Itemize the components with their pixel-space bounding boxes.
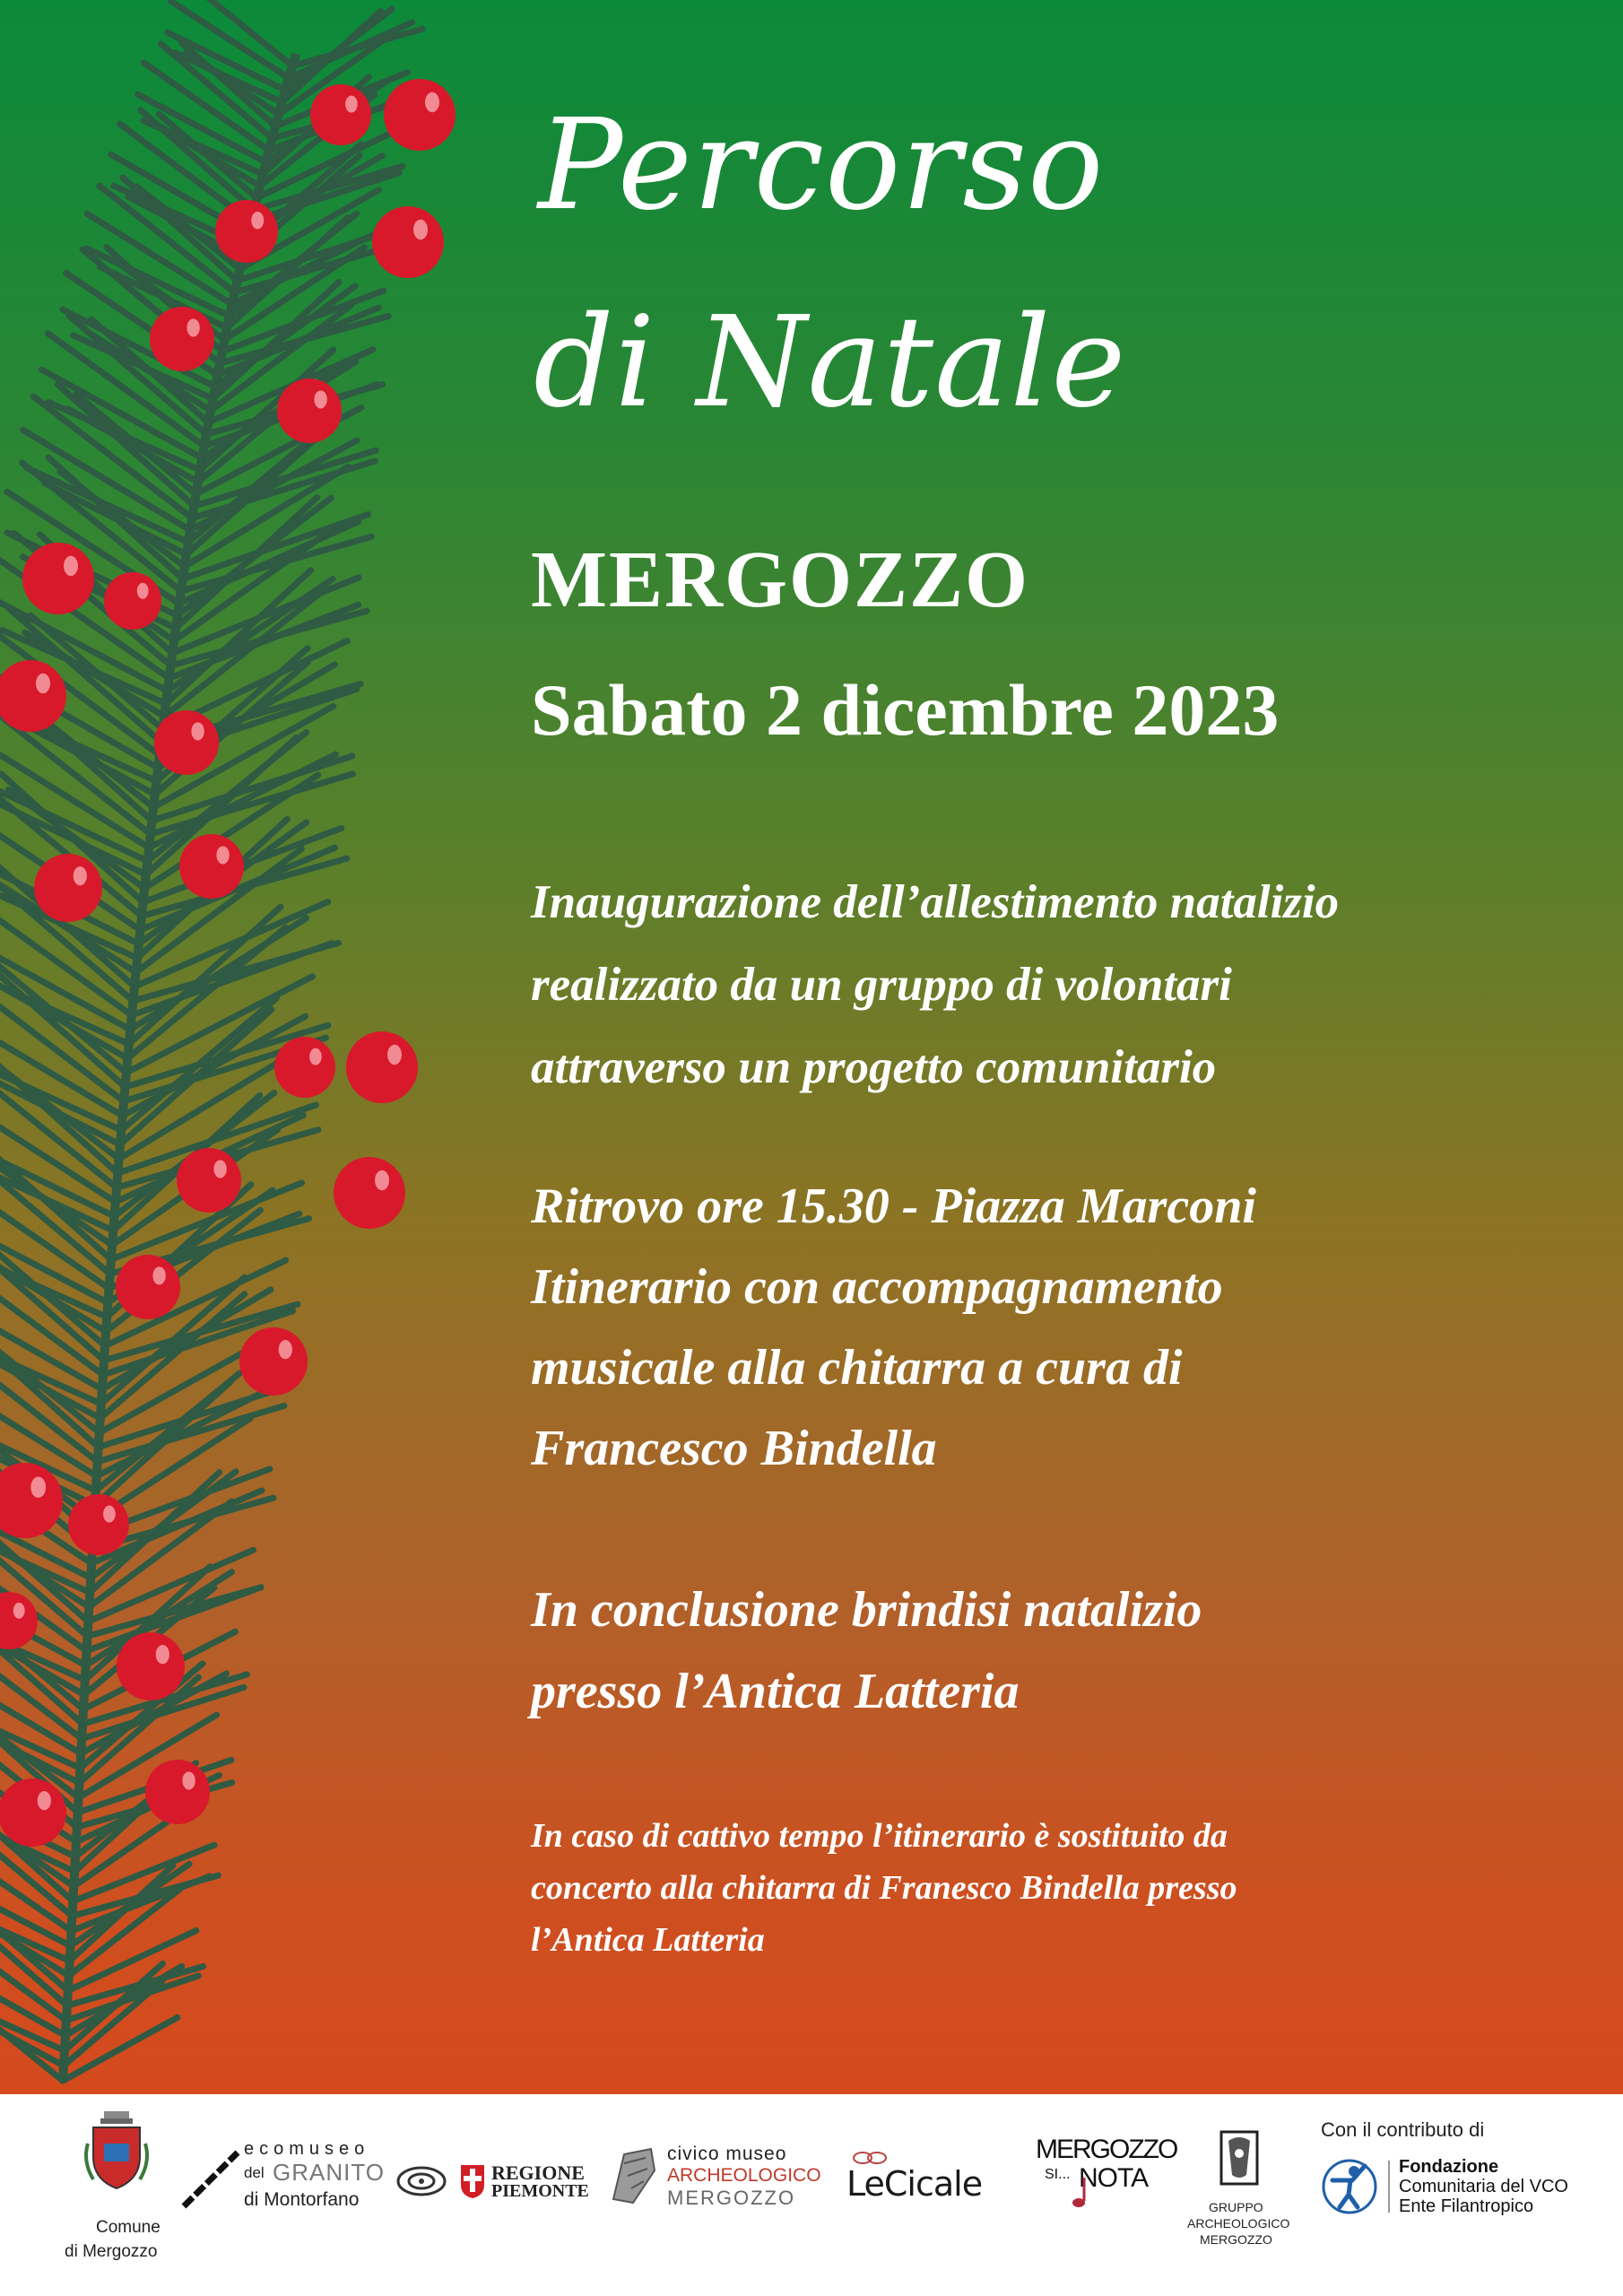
holly-berry [177, 1148, 241, 1213]
holly-berry [239, 1327, 308, 1396]
holly-berry [117, 1632, 185, 1700]
civico-museo-logo [606, 2144, 821, 2215]
berry-highlight [13, 1603, 25, 1619]
arrowhead-icon [606, 2145, 660, 2208]
le-cicale-label: LeCicale [846, 2164, 983, 2204]
mergozzo-nota-2: SI... [1045, 2167, 1071, 2182]
closing-line: presso l’Antica Latteria [531, 1664, 1020, 1719]
holly-berry [277, 378, 342, 443]
closing-paragraph [531, 1570, 1202, 1733]
music-note-icon [1070, 2174, 1091, 2210]
holly-berry [384, 79, 456, 151]
pine-needle [251, 172, 399, 222]
holly-berry [154, 710, 219, 775]
berry-highlight [251, 212, 264, 230]
berry-highlight [314, 390, 326, 408]
ecomuseo-logo [179, 2139, 395, 2220]
berry-highlight [191, 722, 204, 740]
intro-paragraph [531, 861, 1339, 1109]
berry-highlight [375, 1170, 389, 1190]
fondazione-divider [1388, 2161, 1390, 2213]
holly-berry [0, 660, 66, 732]
regione-shield-icon [459, 2163, 486, 2199]
comune-label-2: di Mergozzo [65, 2242, 158, 2261]
weather-line: In caso di cattivo tempo l’itinerario è sostituito da [531, 1817, 1228, 1855]
museo-label-3: MERGOZZO [667, 2187, 796, 2209]
berry-highlight [103, 1506, 116, 1523]
holly-berry [22, 543, 94, 614]
regione-piemonte-logo [459, 2161, 589, 2206]
pine-needle [151, 774, 353, 834]
holly-berry [372, 206, 444, 278]
event-date: Sabato 2 dicembre 2023 [531, 669, 1280, 751]
berry-highlight [38, 1791, 51, 1810]
weather-line: l’Antica Latteria [531, 1921, 765, 1959]
ecomuseo-label: ecomuseo [244, 2139, 370, 2159]
holly-berry [104, 572, 161, 630]
fondazione-label-3: Ente Filantropico [1399, 2196, 1534, 2216]
berry-highlight [213, 1160, 226, 1178]
berry-highlight [216, 846, 229, 864]
berry-highlight [64, 556, 78, 576]
museo-label-1: civico museo [667, 2144, 787, 2164]
holly-berry [215, 200, 278, 263]
program-paragraph [531, 1166, 1256, 1489]
holly-berry [0, 1592, 38, 1649]
weather-note [531, 1810, 1237, 1966]
program-line: Francesco Bindella [531, 1421, 937, 1476]
berry-highlight [156, 1645, 169, 1664]
berry-highlight [387, 1045, 402, 1065]
berry-highlight [182, 1771, 195, 1789]
berry-highlight [345, 96, 358, 113]
ecomuseo-montorfano: di Montorfano [244, 2189, 360, 2210]
pine-needle [0, 2000, 65, 2050]
gruppo-label-1: GRUPPO [1209, 2200, 1263, 2214]
event-place: MERGOZZO [531, 535, 1030, 624]
comune-label-1: Comune [96, 2218, 161, 2237]
program-line: Ritrovo ore 15.30 - Piazza Marconi [531, 1178, 1256, 1234]
intro-line: realizzato da un gruppo di volontari [531, 959, 1232, 1011]
coat-of-arms-icon [81, 2108, 152, 2193]
holly-berry [346, 1031, 418, 1103]
regione-label-1: REGIONE [491, 2161, 585, 2184]
closing-line: In conclusione brindisi natalizio [531, 1582, 1202, 1638]
holly-berry [0, 1779, 66, 1847]
berry-highlight [187, 318, 199, 336]
holly-berry [145, 1760, 210, 1824]
sponsor-footer [0, 2094, 1623, 2296]
granite-stroke-icon [179, 2148, 242, 2211]
intro-line: attraverso un progetto comunitario [531, 1041, 1217, 1093]
berry-highlight [74, 866, 87, 885]
berry-highlight [279, 1340, 292, 1359]
berry-highlight [309, 1048, 322, 1065]
berry-highlight [30, 1477, 46, 1499]
holly-berry [334, 1157, 405, 1229]
fondazione-figure-icon [1320, 2157, 1379, 2216]
title-line-2: di Natale [534, 290, 1127, 436]
program-line: musicale alla chitarra a cura di [531, 1340, 1183, 1396]
holly-berry [310, 84, 371, 145]
berry-highlight [152, 1266, 165, 1284]
berry-highlight [36, 674, 50, 693]
mergozzo-si-nota-logo [1036, 2135, 1177, 2242]
holly-berry [274, 1037, 335, 1098]
fondazione-label-1: Fondazione [1399, 2157, 1499, 2177]
mergozzo-nota-1: MERGOZZO [1036, 2135, 1177, 2164]
holly-berry [150, 307, 214, 371]
holly-berry [68, 1494, 129, 1555]
berry-highlight [137, 583, 149, 599]
mergozzo-nota-3: NOTA [1079, 2163, 1149, 2193]
intro-line: Inaugurazione dell’allestimento natalizio [531, 876, 1340, 928]
ecomuseo-del: del [244, 2164, 265, 2181]
comune-logo [54, 2108, 179, 2287]
swirl-logo-icon [395, 2161, 448, 2202]
gruppo-archeologico-logo [1184, 2130, 1300, 2292]
le-cicale-logo [843, 2148, 1004, 2211]
ecomuseo-granito: GRANITO [273, 2159, 385, 2186]
pine-branch-illustration [0, 0, 502, 2094]
gruppo-emblem-icon [1219, 2130, 1259, 2186]
holly-berry [34, 854, 102, 922]
gruppo-label-2: ARCHEOLOGICO [1187, 2216, 1290, 2231]
program-line: Itinerario con accompagnamento [531, 1259, 1223, 1315]
fondazione-logo [1320, 2157, 1589, 2229]
holly-berry [116, 1255, 180, 1319]
fondazione-label-2: Comunitaria del VCO [1399, 2177, 1568, 2196]
berry-highlight [425, 92, 439, 112]
museo-label-2: ARCHEOLOGICO [667, 2165, 821, 2186]
berry-highlight [413, 220, 428, 239]
contributo-label: Con il contributo di [1321, 2118, 1485, 2141]
gruppo-label-3: MERGOZZO [1200, 2232, 1272, 2247]
holly-berry [179, 834, 244, 899]
regione-label-2: PIEMONTE [491, 2181, 589, 2201]
title-line-1: Percorso [538, 92, 1105, 239]
weather-line: concerto alla chitarra di Franesco Bindella presso [531, 1869, 1237, 1907]
